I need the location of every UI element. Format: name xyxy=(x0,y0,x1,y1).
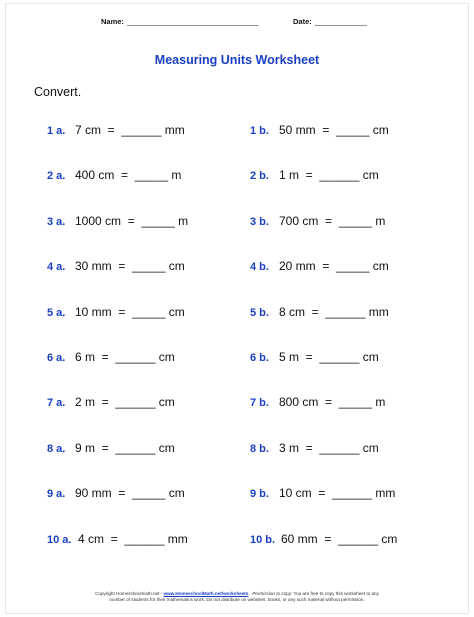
problem-1b xyxy=(250,122,389,138)
problem-2b xyxy=(250,167,379,183)
problem-number: 10 a. xyxy=(47,533,72,546)
worksheet-page xyxy=(6,4,468,613)
problem-10a xyxy=(47,531,188,547)
problem-number: 3 b. xyxy=(250,215,269,228)
date-label: Date: xyxy=(293,17,312,26)
problem-expression: 6 m = ______ cm xyxy=(75,350,175,364)
problem-4a xyxy=(47,258,185,274)
problem-number: 5 a. xyxy=(47,306,66,319)
problem-expression: 50 mm = _____ cm xyxy=(279,123,389,137)
permission-text: You are free to copy this worksheet to any xyxy=(292,591,379,596)
problem-4b xyxy=(250,258,389,274)
problem-number: 7 b. xyxy=(250,397,269,410)
problem-expression: 10 cm = ______ mm xyxy=(279,486,396,501)
problem-expression: 700 cm = _____ m xyxy=(279,213,386,228)
problem-expression: 800 cm = _____ m xyxy=(279,395,386,410)
name-blank: _________________________________ xyxy=(127,17,259,26)
problem-number: 8 a. xyxy=(47,442,66,455)
problem-8a xyxy=(47,440,175,456)
problem-9b xyxy=(250,485,395,501)
problem-3b xyxy=(250,213,385,229)
problem-5a xyxy=(47,304,185,320)
instruction-text: Convert. xyxy=(34,85,82,99)
problem-expression: 2 m = ______ cm xyxy=(75,395,175,410)
problem-number: 9 b. xyxy=(250,488,269,501)
problem-number: 6 a. xyxy=(47,352,66,364)
problem-expression: 4 cm = ______ mm xyxy=(78,531,188,546)
problem-number: 2 a. xyxy=(47,170,66,183)
problem-number: 2 b. xyxy=(250,170,269,183)
problem-expression: 30 mm = _____ cm xyxy=(75,259,185,274)
problem-9a xyxy=(47,485,185,501)
name-label: Name: xyxy=(101,17,124,26)
problem-expression: 1 m = ______ cm xyxy=(279,168,379,183)
problem-number: 1 a. xyxy=(47,125,66,137)
problem-number: 7 a. xyxy=(47,397,66,410)
permission-text-line2: number of students for their mathematics work. Do not distribute on websites, books, or any such material without permission. xyxy=(109,597,365,602)
copyright-text: Copyright Homeschoolmath.net - xyxy=(95,591,164,596)
problem-expression: 10 mm = _____ cm xyxy=(75,304,185,319)
problem-number: 3 a. xyxy=(47,215,66,228)
copyright-footer: Copyright Homeschoolmath.net - www.HomeschoolMath.net/worksheets. Permission to copy: You are free to copy this worksheet to any number of students for their mathematics work. Do not distribute on websites, books, or any such material without permission. xyxy=(6,591,468,603)
page-title: Measuring Units Worksheet xyxy=(154,53,320,67)
problem-1a xyxy=(47,122,185,138)
problem-10b xyxy=(250,531,397,547)
problem-number: 9 a. xyxy=(47,488,66,501)
problem-number: 1 b. xyxy=(250,125,269,137)
problem-number: 4 b. xyxy=(250,261,269,274)
problem-number: 6 b. xyxy=(250,352,269,364)
problem-number: 4 a. xyxy=(47,261,66,274)
problem-expression: 1000 cm = _____ m xyxy=(75,213,189,228)
problem-6a xyxy=(47,349,175,365)
problem-number: 5 b. xyxy=(250,306,269,319)
problem-number: 10 b. xyxy=(250,533,276,546)
problem-expression: 60 mm = ______ cm xyxy=(281,531,398,546)
problem-expression: 3 m = ______ cm xyxy=(279,440,379,455)
problem-expression: 90 mm = _____ cm xyxy=(75,486,185,501)
problem-expression: 9 m = ______ cm xyxy=(75,440,175,455)
problem-expression: 20 mm = _____ cm xyxy=(279,259,389,274)
problem-5b xyxy=(250,304,389,320)
problem-8b xyxy=(250,440,379,456)
permission-label: Permission to copy: xyxy=(252,591,293,596)
date-blank: _____________ xyxy=(315,17,367,26)
problem-expression: 8 cm = ______ mm xyxy=(279,304,389,319)
problem-7b xyxy=(250,394,385,410)
problem-6b xyxy=(250,349,379,365)
worksheets-link[interactable]: www.HomeschoolMath.net/worksheets xyxy=(163,591,249,596)
problem-3a xyxy=(47,213,188,229)
problem-7a xyxy=(47,394,175,410)
problem-expression: 5 m = ______ cm xyxy=(279,350,379,364)
problem-expression: 400 cm = _____ m xyxy=(75,168,182,183)
problem-number: 8 b. xyxy=(250,442,269,455)
problem-2a xyxy=(47,167,181,183)
problem-expression: 7 cm = ______ mm xyxy=(75,123,185,137)
